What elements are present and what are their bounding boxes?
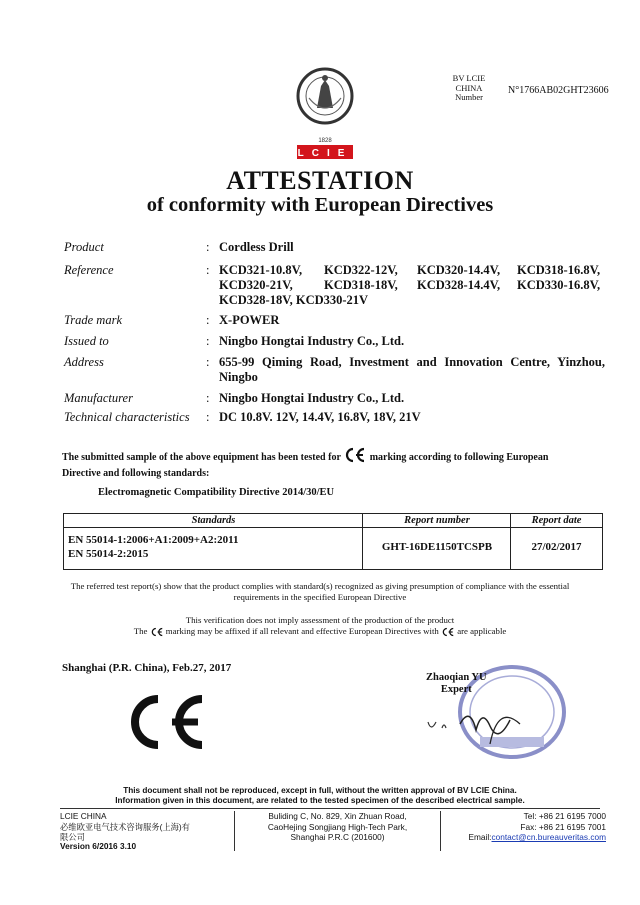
report-date: 27/02/2017 xyxy=(531,541,582,553)
signatory-role: Expert xyxy=(440,684,472,695)
footer-line: Shanghai P.R.C (201600) xyxy=(290,832,385,842)
reference-list xyxy=(219,263,605,308)
ce-mark-icon xyxy=(343,447,367,467)
verification-line2 xyxy=(60,626,580,640)
field-colon: : xyxy=(206,410,210,424)
field-colon: : xyxy=(206,334,210,348)
header-report-date: Report date xyxy=(511,514,602,528)
svg-text:1828: 1828 xyxy=(318,138,332,144)
verification-text: are applicable xyxy=(457,626,507,636)
disclaimer xyxy=(0,786,640,806)
ce-mark-icon xyxy=(150,627,164,640)
footer-fax: Fax: +86 21 6195 7001 xyxy=(520,821,606,832)
signatory xyxy=(426,672,487,696)
field-colon: : xyxy=(206,313,210,327)
reference-item: KCD328-14.4V, xyxy=(417,278,501,292)
footer-contact xyxy=(440,811,606,843)
reference-item: KCD320-14.4V, xyxy=(417,263,501,277)
standard-item: EN 55014-1:2006+A1:2009+A2:2011 xyxy=(68,534,239,546)
verification-text: marking may be affixed if all relevant and effective European Directives with xyxy=(165,626,439,636)
compliance-note: The referred test report(s) show that the product complies with standard(s) recognized as giving presumption of compliance with the essential requirements in the specified European Directive xyxy=(70,581,570,602)
field-colon: : xyxy=(206,391,210,405)
footer-tel: Tel: +86 21 6195 7000 xyxy=(523,811,606,821)
report-number: GHT-16DE1150TCSPB xyxy=(381,541,493,553)
footer-company xyxy=(60,811,230,843)
field-label: Manufacturer xyxy=(64,391,133,405)
bureau-veritas-logo xyxy=(295,58,355,162)
svg-text:LCIE: LCIE xyxy=(297,148,353,159)
field-label: Issued to xyxy=(64,334,109,348)
header-standards: Standards xyxy=(64,514,363,528)
field-label: Product xyxy=(64,240,104,254)
email-link[interactable]: contact@cn.bureauveritas.com xyxy=(491,832,606,842)
signatory-name: Zhaoqian YU xyxy=(426,672,487,683)
reference-item: KCD318-16.8V, xyxy=(517,263,601,277)
footer-line: CaoHejing Songjiang High-Tech Park, xyxy=(267,821,408,832)
field-value: 655-99 Qiming Road, Investment and Innovation Centre, Yinzhou, Ningbo xyxy=(219,355,605,384)
field-colon: : xyxy=(206,355,210,369)
bv-meta xyxy=(444,74,494,103)
meta-line: Number xyxy=(455,92,483,102)
document-subtitle: of conformity with European Directives xyxy=(146,194,494,216)
field-label: Address xyxy=(64,355,104,369)
reference-item: KCD320-21V, xyxy=(219,278,293,292)
version-label: Version 6/2016 3.10 xyxy=(60,841,137,851)
disclaimer-line: This document shall not be reproduced, except in full, without the written approval of BV LCIE China. xyxy=(123,786,517,795)
footer-line: 限公司 xyxy=(60,832,85,842)
footer-line: LCIE CHINA xyxy=(60,811,107,821)
reference-item: KCD318-18V, xyxy=(324,278,398,292)
header-report-number: Report number xyxy=(363,514,511,528)
document-title: ATTESTATION xyxy=(226,166,414,195)
email-label: Email: xyxy=(468,832,492,842)
ce-mark-icon xyxy=(441,627,455,640)
ce-mark-large-icon xyxy=(120,693,206,751)
standard-item: EN 55014-2:2015 xyxy=(68,548,149,560)
field-label: Technical characteristics xyxy=(64,410,190,424)
reference-item: KCD321-10.8V, xyxy=(219,263,303,277)
standards-list xyxy=(68,533,239,561)
field-value: DC 10.8V. 12V, 14.4V, 16.8V, 18V, 21V xyxy=(219,410,421,424)
reference-item: KCD322-12V, xyxy=(324,263,398,277)
place-and-date: Shanghai (P.R. China), Feb.27, 2017 xyxy=(62,662,232,674)
statement-part2: marking according to following European Directive and following standards: xyxy=(62,452,549,479)
footer-divider xyxy=(60,808,600,809)
footer-line: 必维欧亚电气技术咨询服务(上海)有 xyxy=(60,821,190,832)
reference-item: KCD328-18V, KCD330-21V xyxy=(219,293,369,307)
field-label: Trade mark xyxy=(64,313,122,327)
statement-part1: The submitted sample of the above equipment has been tested for xyxy=(62,452,341,463)
test-statement xyxy=(62,447,582,480)
field-value: Cordless Drill xyxy=(219,240,294,254)
field-value: Ningbo Hongtai Industry Co., Ltd. xyxy=(219,391,405,405)
field-label: Reference xyxy=(64,263,114,277)
field-colon: : xyxy=(206,240,210,254)
footer-line: Buliding C, No. 829, Xin Zhuan Road, xyxy=(268,811,407,821)
field-value: Ningbo Hongtai Industry Co., Ltd. xyxy=(219,334,405,348)
meta-line: CHINA xyxy=(455,82,483,93)
verification-note xyxy=(60,615,580,640)
field-colon: : xyxy=(206,263,210,277)
standards-table xyxy=(63,513,603,570)
footer-address xyxy=(234,811,441,851)
reference-item: KCD330-16.8V, xyxy=(517,278,601,292)
footer-email-line xyxy=(440,832,606,843)
certificate-number: N°1766AB02GHT23606 xyxy=(508,85,609,96)
disclaimer-line: Information given in this document, are related to the tested specimen of the described electrical sample. xyxy=(115,796,525,805)
verification-line1: This verification does not imply assessment of the production of the product xyxy=(185,615,455,625)
verification-text: The xyxy=(133,626,148,636)
meta-line: BV LCIE xyxy=(452,73,486,83)
field-value: X-POWER xyxy=(219,313,280,327)
directive-title: Electromagnetic Compatibility Directive 2014/30/EU xyxy=(98,487,335,498)
